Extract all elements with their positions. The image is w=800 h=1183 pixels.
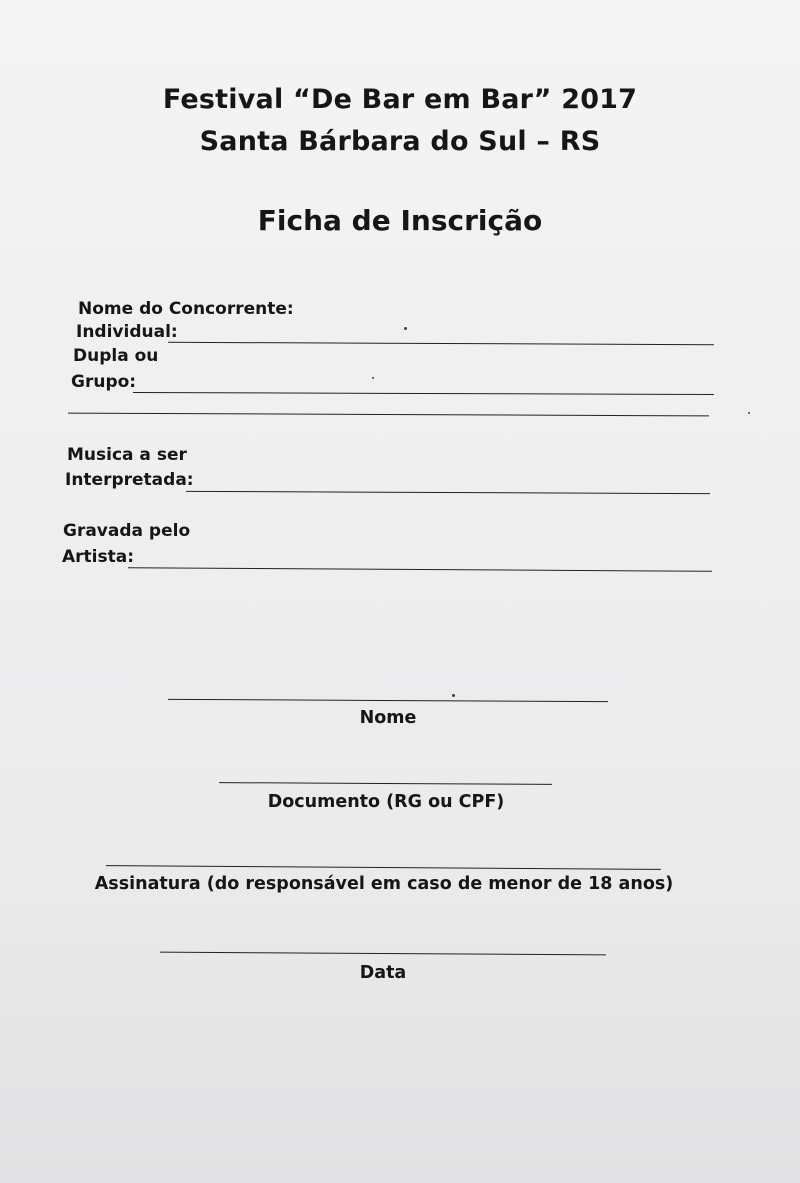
artist-label: Artista: <box>62 547 135 567</box>
duo-label: Dupla ou <box>73 346 159 366</box>
group-field-line[interactable] <box>133 392 714 395</box>
artist-field-line[interactable] <box>128 567 712 572</box>
song-field-line[interactable] <box>186 491 710 494</box>
guardian-signature-caption: Assinatura (do responsável em caso de menor de 18 anos) <box>94 874 674 894</box>
interpreted-label: Interpretada: <box>65 470 194 490</box>
paper-speck <box>452 694 455 697</box>
festival-title: Festival “De Bar em Bar” 2017 <box>162 84 638 115</box>
guardian-signature-line[interactable] <box>106 865 661 870</box>
name-signature-line[interactable] <box>168 699 608 702</box>
paper-speck <box>748 412 750 414</box>
name-caption: Nome <box>359 708 417 728</box>
recorded-by-label: Gravada pelo <box>63 521 191 541</box>
individual-field-line[interactable] <box>168 342 714 345</box>
individual-label: Individual: <box>76 322 178 342</box>
document-signature-line[interactable] <box>219 782 552 785</box>
paper-speck <box>372 377 374 379</box>
festival-location: Santa Bárbara do Sul – RS <box>199 126 601 157</box>
competitor-name-label: Nome do Concorrente: <box>78 299 294 319</box>
date-signature-line[interactable] <box>160 952 606 956</box>
group-extra-line[interactable] <box>68 413 709 417</box>
document-caption: Documento (RG ou CPF) <box>267 792 505 812</box>
form-title: Ficha de Inscrição <box>257 204 543 237</box>
date-caption: Data <box>359 963 407 983</box>
group-label: Grupo: <box>71 372 137 392</box>
paper-speck <box>404 327 407 330</box>
song-label: Musica a ser <box>67 445 187 465</box>
